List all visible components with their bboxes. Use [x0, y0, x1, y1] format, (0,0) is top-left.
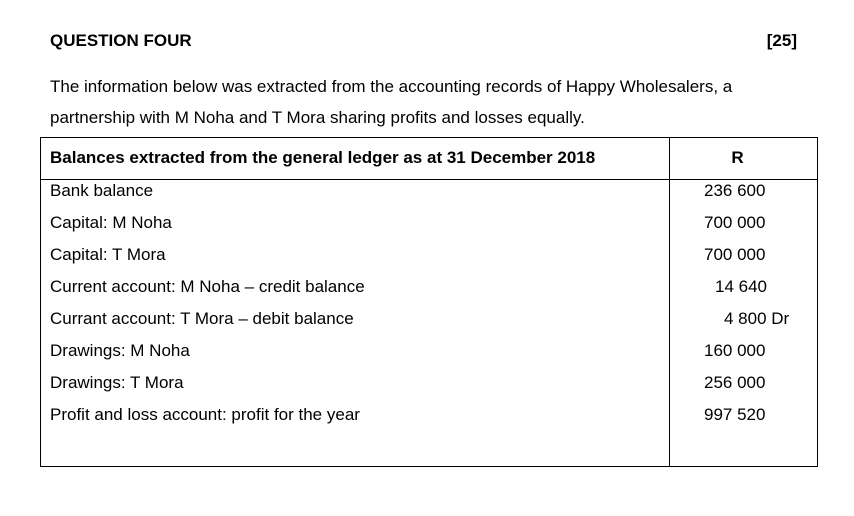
row-description-capital-noha: Capital: M Noha [50, 213, 172, 232]
question-title: QUESTION FOUR [50, 31, 192, 50]
row-amount-current-noha: 14 640 [715, 277, 767, 296]
table-body [41, 180, 817, 466]
row-amount-drawings-mora: 256 000 [704, 373, 766, 392]
table-header-row [41, 138, 817, 180]
row-description-capital-mora: Capital: T Mora [50, 245, 166, 264]
question-intro: The information below was extracted from the accounting records of Happy Wholesalers, a partnership with M Noha and T Mora sharing profits and losses equally. [50, 77, 733, 127]
row-description-current-mora: Currant account: T Mora – debit balance [50, 309, 354, 328]
table-header-amount: R [731, 148, 744, 167]
row-description-drawings-mora: Drawings: T Mora [50, 373, 184, 392]
row-description-current-noha: Current account: M Noha – credit balance [50, 277, 365, 296]
row-description-bank-balance: Bank balance [50, 181, 154, 200]
row-amount-drawings-noha: 160 000 [704, 341, 766, 360]
description-column [41, 180, 670, 466]
row-amount-profit: 997 520 [704, 405, 766, 424]
row-amount-capital-noha: 700 000 [704, 213, 766, 232]
ledger-balances-table [40, 137, 818, 467]
row-description-profit: Profit and loss account: profit for the year [50, 405, 360, 424]
amount-column [670, 180, 817, 466]
table-header-description: Balances extracted from the general ledger as at 31 December 2018 [41, 138, 670, 179]
row-description-drawings-noha: Drawings: M Noha [50, 341, 190, 360]
row-amount-bank-balance: 236 600 [704, 181, 766, 200]
row-amount-capital-mora: 700 000 [704, 245, 766, 264]
question-marks: [25] [766, 31, 797, 50]
row-amount-current-mora: 4 800 Dr [724, 309, 790, 328]
